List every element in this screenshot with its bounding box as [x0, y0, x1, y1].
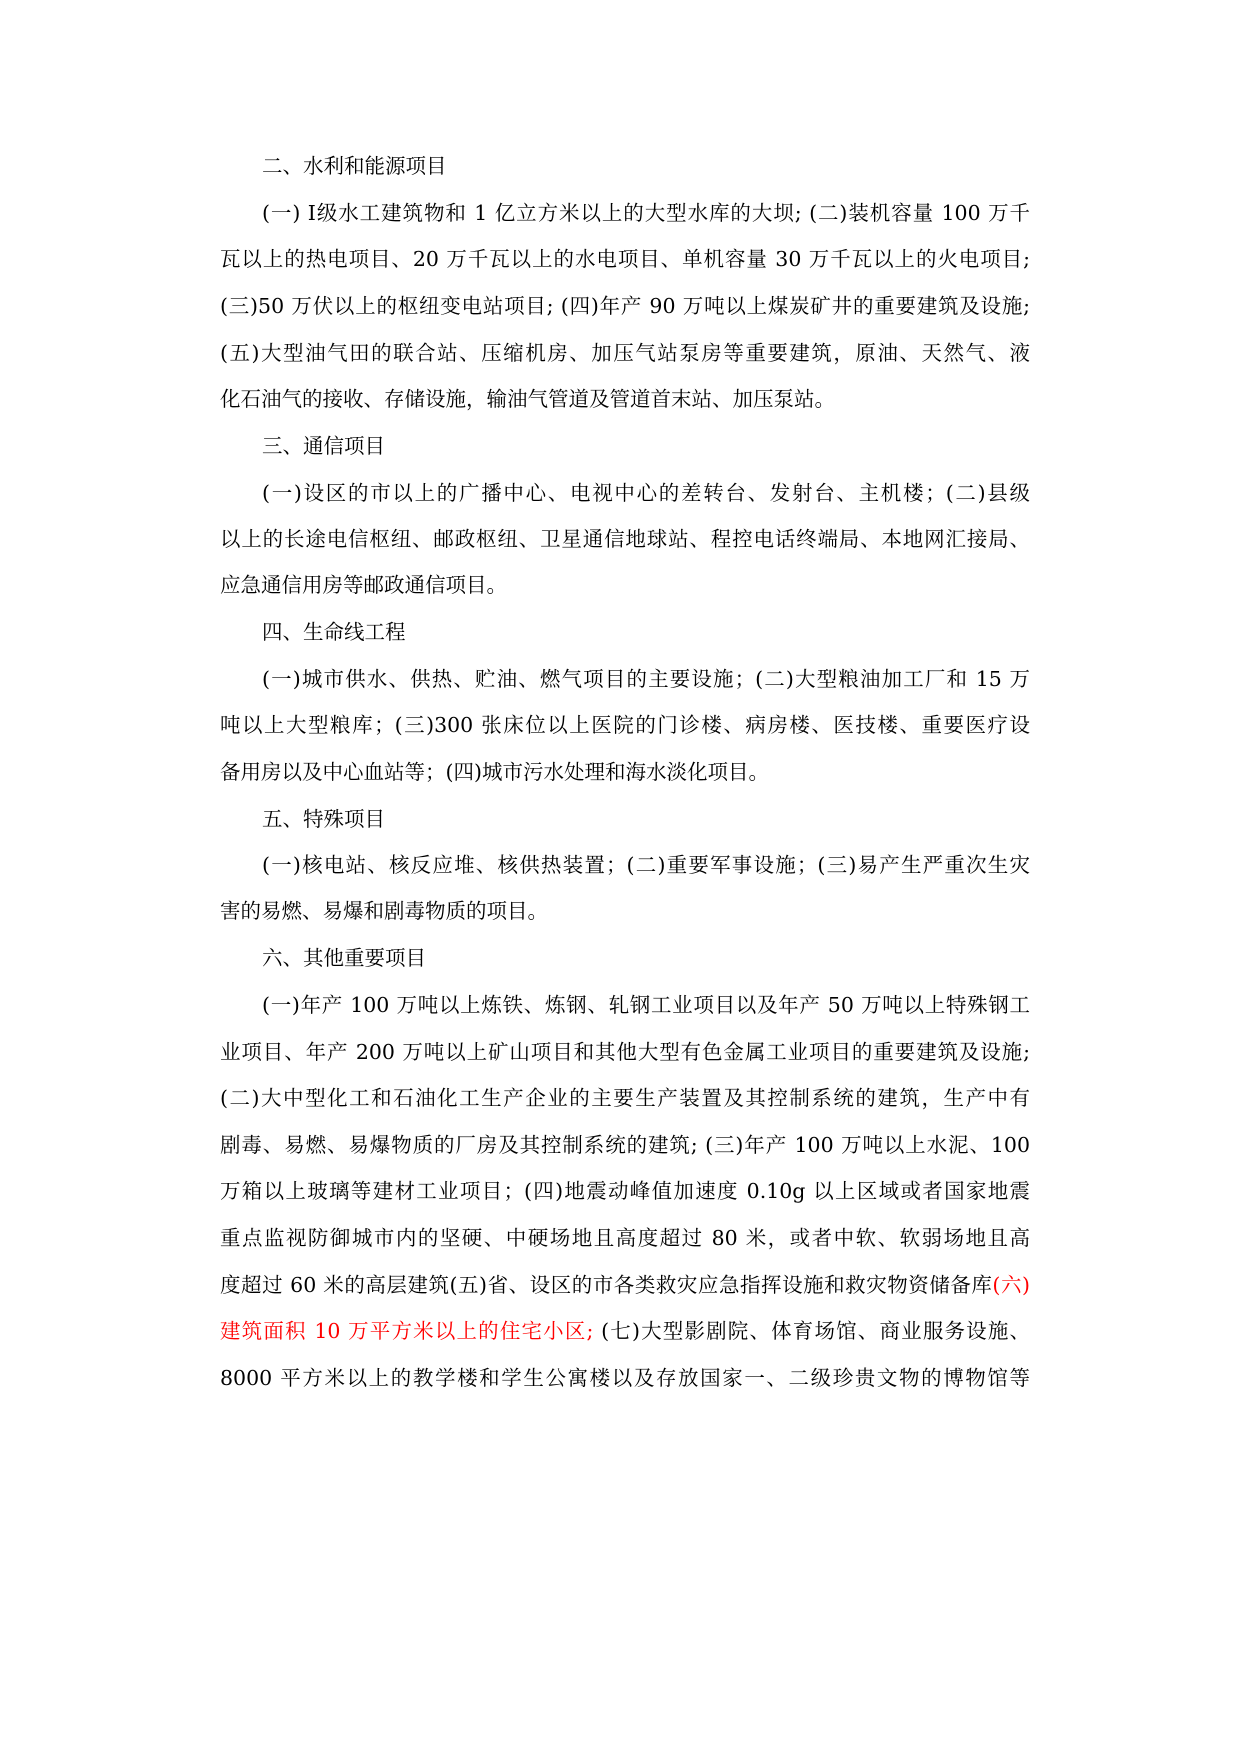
paragraph-line: 吨以上大型粮库；(三)300 张床位以上医院的门诊楼、病房楼、医技楼、重要医疗设 — [220, 713, 1030, 737]
paragraph-line — [220, 1265, 1030, 1305]
heading-other: 六、其他重要项目 — [262, 946, 426, 970]
heading-water-energy: 二、水利和能源项目 — [262, 154, 447, 178]
paragraph-line: 业项目、年产 200 万吨以上矿山项目和其他大型有色金属工业项目的重要建筑及设施; — [220, 1040, 1030, 1064]
heading-lifeline: 四、生命线工程 — [262, 620, 406, 644]
paragraph-line: 万箱以上玻璃等建材工业项目；(四)地震动峰值加速度 0.10g 以上区域或者国家地震 — [220, 1179, 1030, 1203]
paragraph-line: 瓦以上的热电项目、20 万千瓦以上的水电项目、单机容量 30 万千瓦以上的火电项目; — [220, 247, 1030, 271]
paragraph-line: 备用房以及中心血站等；(四)城市污水处理和海水淡化项目。 — [220, 760, 769, 784]
paragraph-line: (一)城市供水、供热、贮油、燃气项目的主要设施；(二)大型粮油加工厂和 15 万 — [262, 667, 1030, 691]
paragraph-line: (三)50 万伏以上的枢纽变电站项目; (四)年产 90 万吨以上煤炭矿井的重要建筑及设施; — [220, 294, 1030, 318]
paragraph-text: (七)大型影剧院、体育场馆、商业服务设施、 — [593, 1319, 1030, 1343]
paragraph-line: 化石油气的接收、存储设施，输油气管道及管道首末站、加压泵站。 — [220, 387, 835, 411]
paragraph-line: (一)设区的市以上的广播中心、电视中心的差转台、发射台、主机楼；(二)县级 — [262, 481, 1030, 505]
highlighted-text: (六) — [992, 1273, 1030, 1297]
highlighted-text: 建筑面积 10 万平方米以上的住宅小区; — [220, 1319, 594, 1343]
paragraph-line: 以上的长途电信枢纽、邮政枢纽、卫星通信地球站、程控电话终端局、本地网汇接局、 — [220, 527, 1030, 551]
paragraph-line: 应急通信用房等邮政通信项目。 — [220, 573, 507, 597]
paragraph-line: (一) Ⅰ级水工建筑物和 1 亿立方米以上的大型水库的大坝; (二)装机容量 100 万千 — [262, 201, 1030, 225]
paragraph-line: (五)大型油气田的联合站、压缩机房、加压气站泵房等重要建筑，原油、天然气、液 — [220, 341, 1030, 365]
paragraph-line: 8000 平方米以上的教学楼和学生公寓楼以及存放国家一、二级珍贵文物的博物馆等 — [220, 1366, 1030, 1390]
paragraph-line: (一)核电站、核反应堆、核供热装置；(二)重要军事设施；(三)易产生严重次生灾 — [262, 853, 1030, 877]
paragraph-line: 重点监视防御城市内的坚硬、中硬场地且高度超过 80 米，或者中软、软弱场地且高 — [220, 1226, 1030, 1250]
paragraph-line: (一)年产 100 万吨以上炼铁、炼钢、轧钢工业项目以及年产 50 万吨以上特殊钢工 — [262, 993, 1030, 1017]
paragraph-line: (二)大中型化工和石油化工生产企业的主要生产装置及其控制系统的建筑，生产中有 — [220, 1086, 1030, 1110]
paragraph-text: 度超过 60 米的高层建筑(五)省、设区的市各类救灾应急指挥设施和救灾物资储备库 — [220, 1273, 993, 1297]
paragraph-line: 剧毒、易燃、易爆物质的厂房及其控制系统的建筑; (三)年产 100 万吨以上水泥、100 — [220, 1133, 1030, 1157]
paragraph-line — [220, 1311, 1030, 1351]
heading-communications: 三、通信项目 — [262, 434, 385, 458]
heading-special: 五、特殊项目 — [262, 807, 385, 831]
paragraph-line: 害的易燃、易爆和剧毒物质的项目。 — [220, 899, 548, 923]
